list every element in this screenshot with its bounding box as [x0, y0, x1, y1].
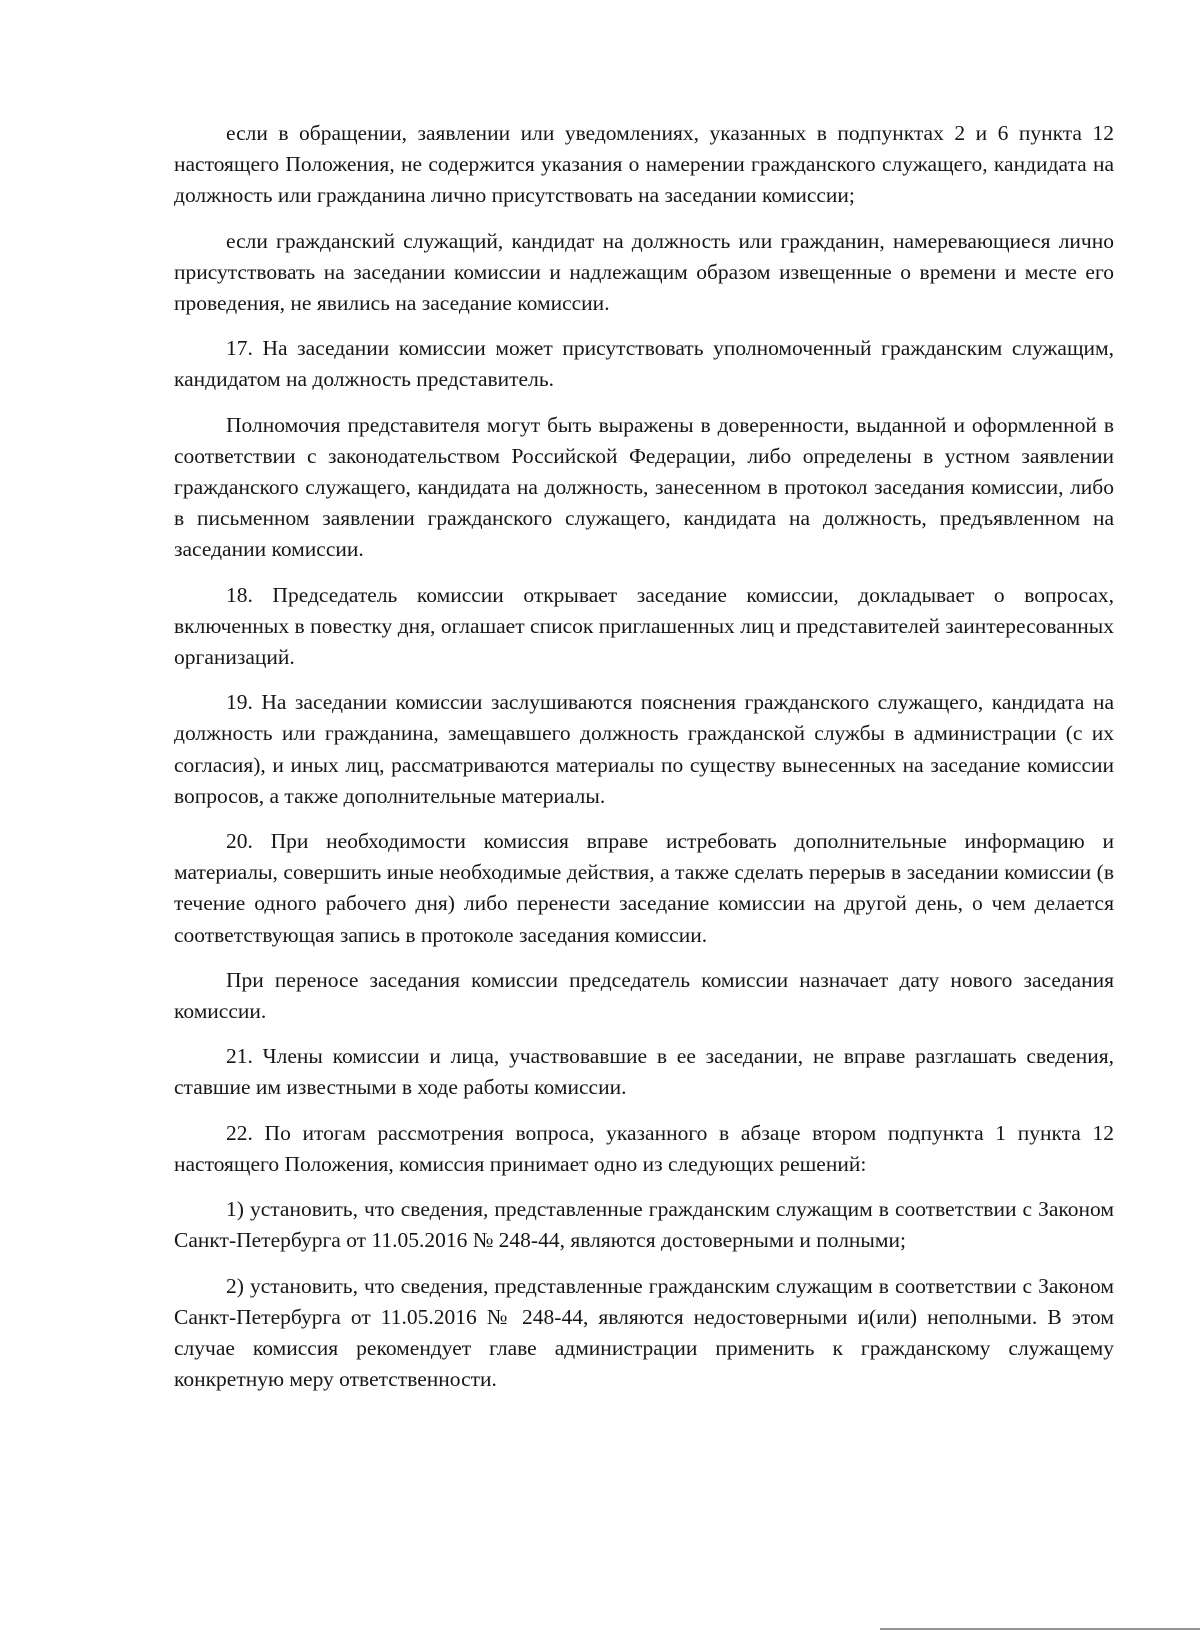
- paragraph: 22. По итогам рассмотрения вопроса, указанного в абзаце втором подпункта 1 пункта 12 настоящего Положения, комиссия принимает одно из следующих решений:: [174, 1120, 1114, 1176]
- paragraph: При переносе заседания комиссии председатель комиссии назначает дату нового заседания комиссии.: [174, 967, 1114, 1024]
- paragraph: если гражданский служащий, кандидат на должность или гражданин, намеревающиеся лично присутствовать на заседании комиссии и надлежащим образом извещенные о времени и месте его проведения, не явились на заседание комиссии.: [174, 228, 1114, 316]
- paragraph: если в обращении, заявлении или уведомлениях, указанных в подпунктах 2 и 6 пункта 12 настоящего Положения, не содержится указания о намерении гражданского служащего, кандидата на должность или гражданина лично присутствовать на заседании комиссии;: [174, 121, 1114, 208]
- paragraph: 2) установить, что сведения, представленные гражданским служащим в соответствии с Законом Санкт-Петербурга от 11.05.2016 № 248-44, являются недостоверными и(или) неполными. В этом случае комиссия рекомендует главе администрации применить к гражданскому служащему конкретную меру ответственности.: [174, 1273, 1114, 1392]
- paragraph: 1) установить, что сведения, представленные гражданским служащим в соответствии с Законом Санкт-Петербурга от 11.05.2016 № 248-44, являются достоверными и полными;: [174, 1197, 1114, 1253]
- paragraph: 20. При необходимости комиссия вправе истребовать дополнительные информацию и материалы, совершить иные необходимые действия, а также сделать перерыв в заседании комиссии (в течение одного рабочего дня) либо перенести заседание комиссии на другой день, о чем делается соответствующая запись в протоколе заседания комиссии.: [174, 829, 1114, 947]
- paragraph: Полномочия представителя могут быть выражены в доверенности, выданной и оформленной в соответствии с законодательством Российской Федерации, либо определены в устном заявлении гражданского служащего, кандидата на должность, занесенном в протокол заседания комиссии, либо в письменном заявлении гражданского служащего, кандидата на должность, предъявленном на заседании комиссии.: [174, 412, 1114, 562]
- paragraph: 18. Председатель комиссии открывает заседание комиссии, докладывает о вопросах, включенных в повестку дня, оглашает список приглашенных лиц и представителей заинтересованных организаций.: [174, 582, 1114, 670]
- paragraph: 19. На заседании комиссии заслушиваются пояснения гражданского служащего, кандидата на должность или гражданина, замещавшего должность гражданской службы в администрации (с их согласия), и иных лиц, рассматриваются материалы по существу вынесенных на заседание комиссии вопросов, а также дополнительные материалы.: [174, 690, 1114, 808]
- paragraph: 21. Члены комиссии и лица, участвовавшие в ее заседании, не вправе разглашать сведения, ставшие им известными в ходе работы комиссии.: [174, 1044, 1114, 1100]
- scan-edge-line: [880, 1628, 1200, 1630]
- document-body: [174, 118, 1114, 1395]
- paragraph: 17. На заседании комиссии может присутствовать уполномоченный гражданским служащим, кандидатом на должность представитель.: [174, 336, 1114, 392]
